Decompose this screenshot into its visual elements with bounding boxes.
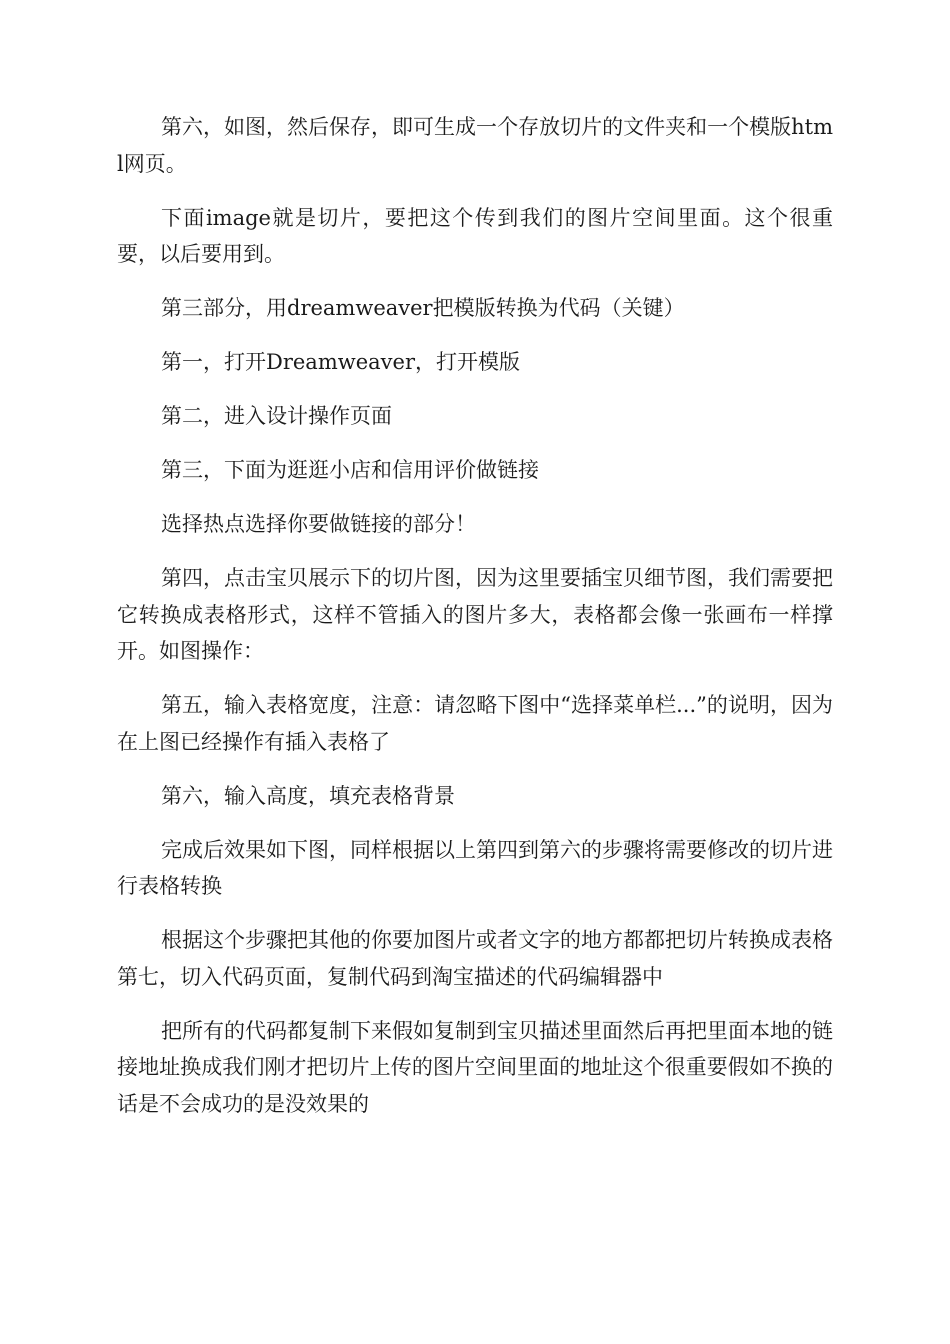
paragraph-select-hotspot: 选择热点选择你要做链接的部分！ — [161, 512, 476, 536]
paragraph-step-four: 第四，点击宝贝展示下的切片图，因为这里要插宝贝细节图，我们需要把它转换成表格形式，这样不管插入的图片多大，表格都会像一张画布一样撑开。如图操作： — [117, 566, 833, 663]
paragraph-step-six-height: 第六，输入高度，填充表格背景 — [161, 783, 455, 808]
paragraph-copy-code: 把所有的代码都复制下来假如复制到宝贝描述里面然后再把里面本地的链接地址换成我们刚才把切片上传的图片空间里面的地址这个很重要假如不换的话是不会成功的是没效果的 — [117, 1018, 833, 1116]
paragraph-image-slices: 下面image就是切片，要把这个传到我们的图片空间里面。这个很重要，以后要用到。 — [117, 205, 833, 266]
paragraph-step-five: 第五，输入表格宽度，注意：请忽略下图中“选择菜单栏...”的说明，因为在上图已经操作有插入表格了 — [117, 693, 833, 754]
paragraph-step-six-save: 第六，如图，然后保存，即可生成一个存放切片的文件夹和一个模版html网页。 — [117, 115, 833, 176]
document-body — [117, 109, 833, 1140]
paragraph-step-seven: 根据这个步骤把其他的你要加图片或者文字的地方都都把切片转换成表格第七，切入代码页面，复制代码到淘宝描述的代码编辑器中 — [117, 928, 833, 989]
paragraph-step-two: 第二，进入设计操作页面 — [161, 404, 392, 428]
paragraph-step-one: 第一，打开Dreamweaver，打开模版 — [161, 350, 520, 374]
paragraph-result: 完成后效果如下图，同样根据以上第四到第六的步骤将需要修改的切片进行表格转换 — [117, 837, 833, 898]
paragraph-step-three: 第三，下面为逛逛小店和信用评价做链接 — [161, 458, 539, 482]
paragraph-part-three-heading: 第三部分，用dreamweaver把模版转换为代码（关键） — [161, 296, 685, 320]
